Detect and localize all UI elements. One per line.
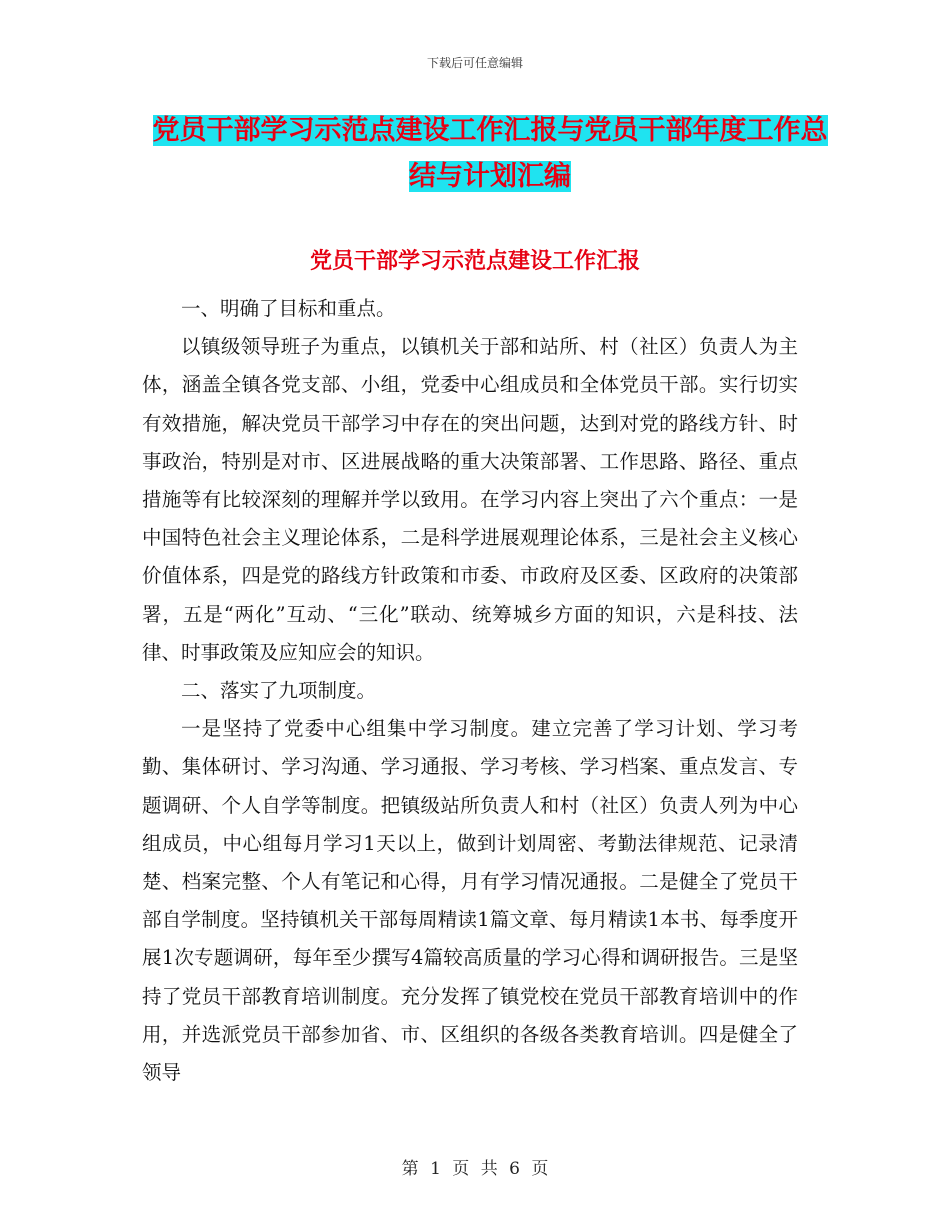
body-paragraph-1: 以镇级领导班子为重点，以镇机关于部和站所、村（社区）负责人为主体，涵盖全镇各党支部、小组，党委中心组成员和全体党员干部。实行切实有效措施，解决党员干部学习中存在的突出问题，达到对党的路线方针、时事政治，特别是对市、区进展战略的重大决策部署、工作思路、路径、重点措施等有比较深刻的理解并学以致用。在学习内容上突出了六个重点：一是中国特色社会主义理论体系，二是科学进展观理论体系，三是社会主义核心价值体系，四是党的路线方针政策和市委、市政府及区委、区政府的决策部署，五是“两化”互动、“三化”联动、统筹城乡方面的知识，六是科技、法律、时事政策及应知应会的知识。	[142, 335, 798, 664]
heading-paragraph-1: 一、明确了目标和重点。	[181, 297, 396, 320]
document-body	[142, 290, 798, 1092]
download-note: 下载后可任意编辑	[426, 56, 523, 70]
page-number: 第 1 页 共 6 页	[401, 1159, 549, 1179]
section-title: 党员干部学习示范点建设工作汇报	[309, 249, 640, 274]
heading-paragraph-2: 二、落实了九项制度。	[181, 679, 377, 703]
document-title	[150, 108, 830, 200]
body-paragraph-2: 一是坚持了党委中心组集中学习制度。建立完善了学习计划、学习考勤、集体研讨、学习沟通、学习通报、学习考核、学习档案、重点发言、专题调研、个人自学等制度。把镇级站所负责人和村（社区）负责人列为中心组成员，中心组每月学习1天以上，做到计划周密、考勤法律规范、记录清楚、档案完整、个人有笔记和心得，月有学习情况通报。二是健全了党员干部自学制度。坚持镇机关干部每周精读1篇文章、每月精读1本书、每季度开展1次专题调研，每年至少撰写4篇较高质量的学习心得和调研报告。三是坚持了党员干部教育培训制度。充分发挥了镇党校在党员干部教育培训中的作用，并选派党员干部参加省、市、区组织的各级各类教育培训。四是健全了领导	[142, 717, 798, 1085]
document-title-text: 党员干部学习示范点建设工作汇报与党员干部年度工作总结与计划汇编	[152, 115, 828, 192]
